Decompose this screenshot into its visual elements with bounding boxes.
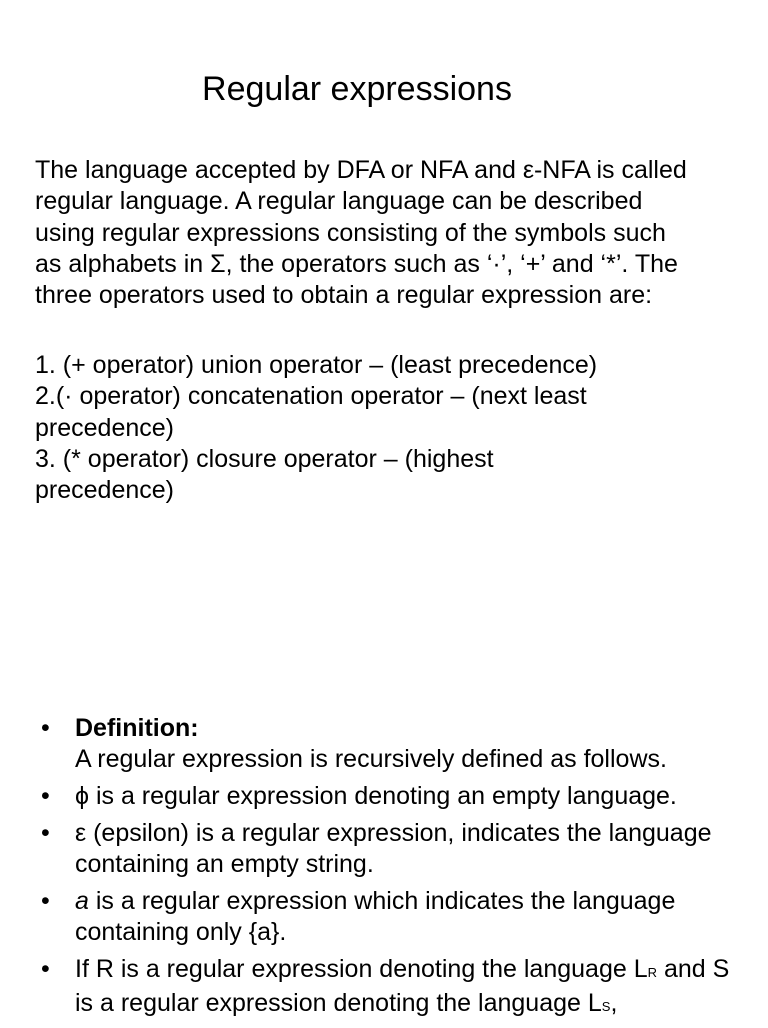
rule-text-3: ,: [610, 989, 618, 1017]
subscript-s: S: [601, 999, 611, 1014]
bullet-icon: •: [41, 819, 50, 847]
rule-text-1: If R is a regular expression denoting the language L: [75, 955, 648, 983]
definition-heading-text: A regular expression is recursively defined as follows.: [75, 745, 667, 773]
rule-text-2: and S is a regular expression denoting the language L: [75, 955, 730, 1017]
epsilon-text: ε (epsilon) is a regular expression, indicates the language containing an empty string.: [75, 819, 712, 878]
bullet-icon: •: [41, 714, 50, 742]
list-item-symbol-a: [35, 886, 735, 948]
subscript-r: R: [647, 965, 657, 980]
operator-closure-cont: precedence): [35, 476, 174, 505]
list-item-epsilon: [35, 818, 735, 880]
bullet-icon: •: [41, 782, 50, 810]
symbol-a: a: [75, 887, 89, 915]
bullet-icon: •: [41, 955, 50, 983]
operator-union: 1. (+ operator) union operator – (least precedence): [35, 351, 598, 379]
list-item-definition: [35, 713, 735, 775]
definition-list: [35, 713, 735, 1028]
list-item-phi: [35, 781, 735, 812]
operator-concatenation: 2.(· operator) concatenation operator – (next least: [35, 382, 587, 411]
operator-concatenation-cont: precedence): [35, 413, 174, 442]
operator-list: [35, 350, 695, 506]
phi-text: ϕ is a regular expression denoting an empty language.: [75, 782, 677, 810]
intro-paragraph: The language accepted by DFA or NFA and ε-NFA is called regular language. A regular language can be described using regular expressions consisting of the symbols such as alphabets in Σ, the operators such as ‘·’, ‘+’ and ‘*’. The three operators used to obtain a regular expression are:: [35, 156, 687, 310]
bullet-icon: •: [41, 887, 50, 915]
list-item-union-rule: [35, 954, 735, 1022]
definition-heading: Definition:: [75, 714, 199, 742]
page-title: Regular expressions: [202, 70, 512, 108]
operator-closure: 3. (* operator) closure operator – (highest: [35, 444, 494, 473]
symbol-a-text: is a regular expression which indicates the language containing only {a}.: [75, 887, 676, 946]
